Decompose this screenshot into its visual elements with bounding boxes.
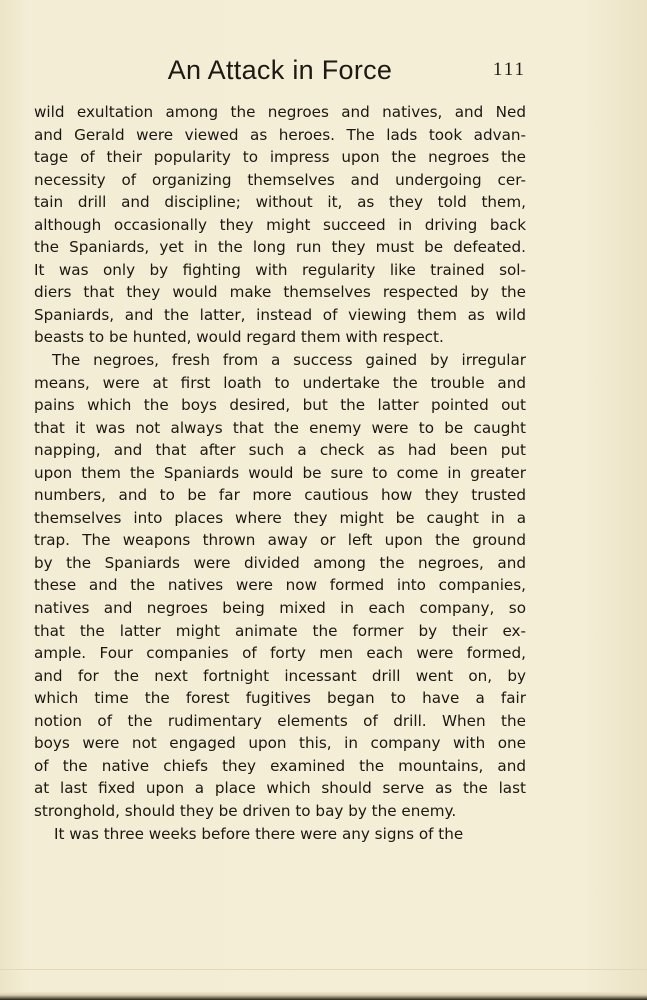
text-line: although occasionally they might succeed in driving back (34, 215, 526, 234)
text-line: necessity of organizing themselves and undergoing cer- (34, 170, 526, 189)
paragraph-start-line: The negroes, fresh from a success gained by irregular (52, 351, 526, 370)
text-line: stronghold, should they be driven to bay by the enemy. (34, 801, 457, 820)
text-line: by the Spaniards were divided among the negroes, and (34, 553, 526, 572)
text-line: Spaniards, and the latter, instead of viewing them as wild (34, 305, 526, 324)
text-line: natives and negroes being mixed in each company, so (34, 599, 526, 618)
page-number: 111 (492, 59, 526, 80)
page-bottom-edge (0, 992, 647, 1000)
text-line: the Spaniards, yet in the long run they must be defeated. (34, 238, 526, 257)
text-line: that it was not always that the enemy were to be caught (34, 418, 526, 437)
body-text (34, 101, 526, 845)
text-line: and Gerald were viewed as heroes. The lads took advan- (34, 125, 526, 144)
text-line: and for the next fortnight incessant drill went on, by (34, 666, 526, 685)
text-line: tain drill and discipline; without it, as they told them, (34, 193, 526, 212)
text-line: themselves into places where they might be caught in a (34, 508, 526, 527)
text-line: ample. Four companies of forty men each were formed, (34, 644, 526, 663)
text-line: diers that they would make themselves respected by the (34, 283, 526, 302)
text-line: pains which the boys desired, but the latter pointed out (34, 396, 526, 415)
text-line: which time the forest fugitives began to have a fair (34, 689, 526, 708)
text-line: of the native chiefs they examined the mountains, and (34, 756, 526, 775)
text-line: upon them the Spaniards would be sure to come in greater (34, 463, 526, 482)
chapter-title: An Attack in Force (167, 55, 393, 85)
paragraph-start-line: It was three weeks before there were any signs of the (54, 824, 464, 843)
text-line: tage of their popularity to impress upon the negroes the (34, 148, 526, 167)
text-line: at last fixed upon a place which should serve as the last (34, 779, 526, 798)
page-edge-band (0, 969, 647, 970)
text-line: notion of the rudimentary elements of drill. When the (34, 711, 526, 730)
text-line: numbers, and to be far more cautious how they trusted (34, 486, 526, 505)
text-line: means, were at first loath to undertake the trouble and (34, 373, 526, 392)
text-line: that the latter might animate the former by their ex- (34, 621, 526, 640)
text-line: boys were not engaged upon this, in company with one (34, 734, 526, 753)
text-line: It was only by fighting with regularity like trained sol- (34, 260, 526, 279)
text-line: napping, and that after such a check as had been put (34, 441, 526, 460)
text-line: beasts to be hunted, would regard them with respect. (34, 328, 444, 347)
running-head (34, 50, 526, 90)
text-line: wild exultation among the negroes and natives, and Ned (34, 103, 526, 121)
text-line: these and the natives were now formed into companies, (34, 576, 526, 595)
text-line: trap. The weapons thrown away or left upon the ground (34, 531, 526, 550)
